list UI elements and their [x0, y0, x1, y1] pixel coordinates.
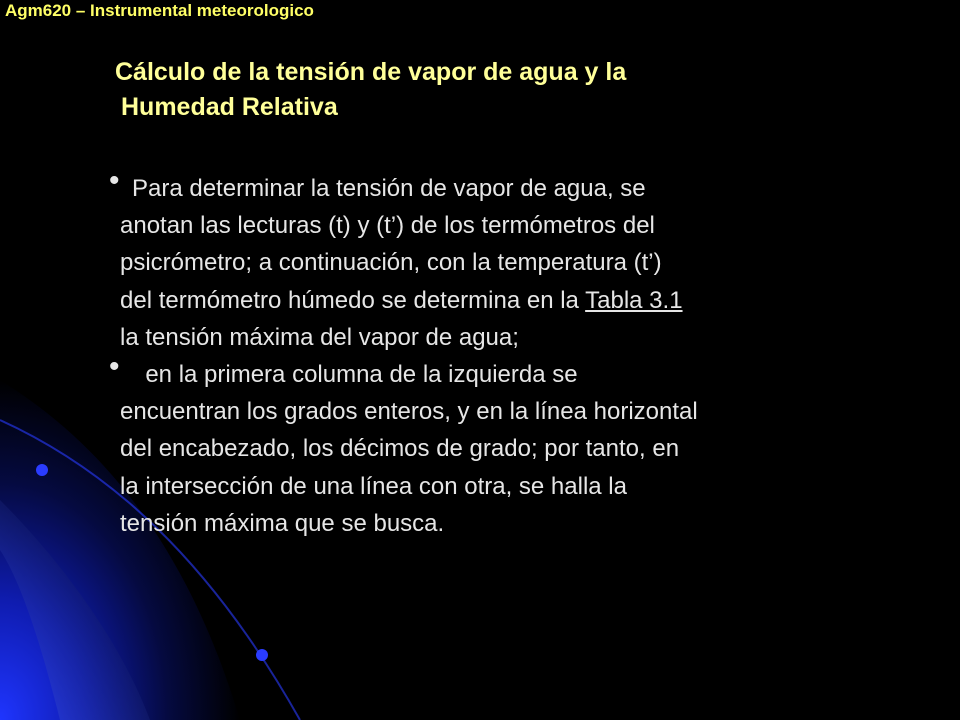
paragraph-line: psicrómetro; a continuación, con la temperatura (t’)	[120, 249, 662, 277]
course-header: Agm620 – Instrumental meteorologico	[5, 1, 314, 20]
slide-body	[109, 164, 902, 542]
bullet-icon: •	[109, 164, 120, 197]
paragraph-line	[120, 282, 902, 319]
paragraph-line: del encabezado, los décimos de grado; por tanto, en	[120, 435, 680, 463]
paragraph-line: la intersección de una línea con otra, se halla la	[120, 472, 627, 500]
title-line-1: Cálculo de la tensión de vapor de agua y la	[115, 58, 627, 86]
paragraph-text: del termómetro húmedo se determina en la	[120, 286, 586, 314]
paragraph-line: encuentran los grados enteros, y en la línea horizontal	[120, 398, 698, 426]
decor-dot-1	[36, 464, 48, 476]
decor-dot-2	[256, 649, 268, 661]
bullet-paragraph-2	[109, 350, 902, 542]
title-line-2: Humedad Relativa	[121, 93, 338, 121]
paragraph-line: Para determinar la tensión de vapor de agua, se	[132, 175, 646, 202]
paragraph-line: la tensión máxima del vapor de agua;	[120, 323, 519, 351]
paragraph-line: tensión máxima que se busca.	[120, 509, 445, 537]
table-3-1-link[interactable]: Tabla 3.1	[585, 286, 683, 314]
bullet-icon: •	[109, 350, 120, 384]
slide-title	[115, 55, 875, 125]
paragraph-line: en la primera columna de la izquierda se	[132, 361, 578, 389]
paragraph-line: anotan las lecturas (t) y (t’) de los termómetros del	[120, 212, 655, 240]
bullet-paragraph-1	[109, 164, 902, 356]
